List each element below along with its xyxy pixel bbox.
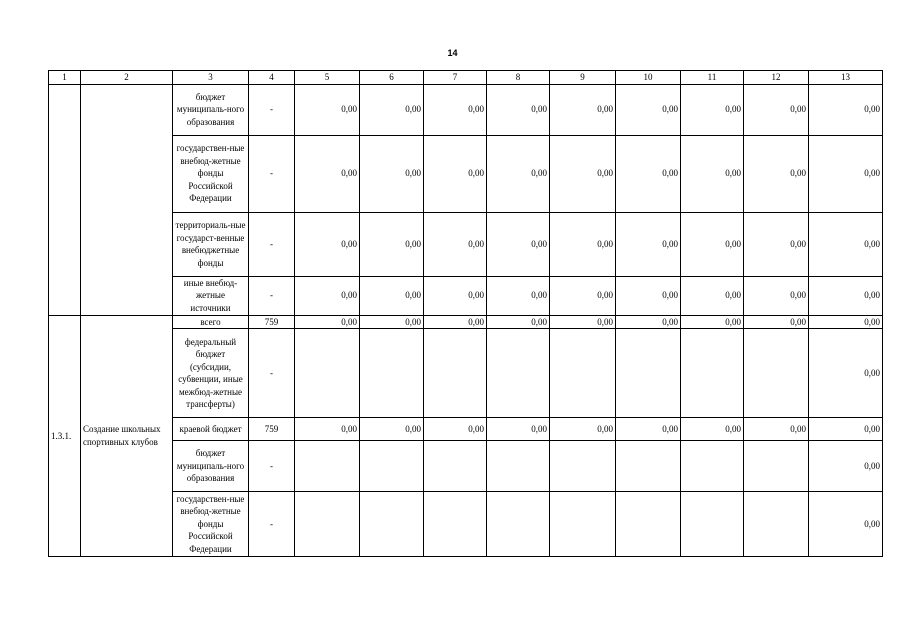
table-row	[49, 329, 883, 418]
value-cell	[616, 329, 681, 418]
funding-source-cell: территориаль-ные государст-венные внебюджетные фонды	[173, 212, 249, 276]
value-cell: 0,00	[487, 276, 550, 315]
value-cell: 0,00	[616, 315, 681, 329]
value-cell: 0,00	[744, 418, 809, 441]
value-cell	[424, 441, 487, 492]
value-cell	[295, 441, 360, 492]
value-cell: 0,00	[360, 276, 424, 315]
value-cell: 0,00	[809, 329, 883, 418]
value-cell	[360, 492, 424, 557]
value-cell: 0,00	[295, 84, 360, 135]
value-cell: 0,00	[360, 418, 424, 441]
name-cell	[81, 84, 173, 315]
code-cell: -	[249, 441, 295, 492]
value-cell: 0,00	[360, 84, 424, 135]
funding-source-cell: государствен-ные внебюд-жетные фонды Российской Федерации	[173, 135, 249, 212]
value-cell: 0,00	[550, 315, 616, 329]
funding-source-cell: всего	[173, 315, 249, 329]
value-cell	[487, 492, 550, 557]
value-cell: 0,00	[809, 84, 883, 135]
value-cell: 0,00	[550, 84, 616, 135]
value-cell: 0,00	[681, 212, 744, 276]
table-row	[49, 212, 883, 276]
column-header: 4	[249, 71, 295, 85]
code-cell: -	[249, 492, 295, 557]
column-header: 3	[173, 71, 249, 85]
column-header: 9	[550, 71, 616, 85]
value-cell	[295, 492, 360, 557]
value-cell	[616, 441, 681, 492]
table-row	[49, 315, 883, 329]
code-cell: 759	[249, 418, 295, 441]
funding-source-cell: иные внебюд-жетные источники	[173, 276, 249, 315]
value-cell: 0,00	[809, 418, 883, 441]
value-cell: 0,00	[360, 135, 424, 212]
measure-id: 1.3.1.	[49, 315, 81, 557]
value-cell: 0,00	[681, 418, 744, 441]
value-cell: 0,00	[681, 84, 744, 135]
code-cell: -	[249, 84, 295, 135]
value-cell: 0,00	[809, 135, 883, 212]
value-cell: 0,00	[550, 276, 616, 315]
value-cell	[550, 441, 616, 492]
value-cell: 0,00	[487, 315, 550, 329]
value-cell	[487, 441, 550, 492]
value-cell: 0,00	[360, 212, 424, 276]
value-cell: 0,00	[809, 492, 883, 557]
value-cell: 0,00	[487, 418, 550, 441]
value-cell: 0,00	[550, 418, 616, 441]
value-cell: 0,00	[487, 84, 550, 135]
column-header: 5	[295, 71, 360, 85]
value-cell: 0,00	[295, 276, 360, 315]
value-cell: 0,00	[809, 441, 883, 492]
measure-name: Создание школьных спортивных клубов	[81, 315, 173, 557]
value-cell	[360, 441, 424, 492]
value-cell: 0,00	[424, 135, 487, 212]
page-number: 14	[447, 48, 458, 58]
value-cell	[295, 329, 360, 418]
value-cell: 0,00	[424, 315, 487, 329]
value-cell	[487, 329, 550, 418]
value-cell: 0,00	[616, 276, 681, 315]
code-cell: -	[249, 135, 295, 212]
id-cell	[49, 84, 81, 315]
code-cell: 759	[249, 315, 295, 329]
value-cell	[681, 492, 744, 557]
column-header: 11	[681, 71, 744, 85]
value-cell: 0,00	[809, 212, 883, 276]
column-header: 10	[616, 71, 681, 85]
table-row	[49, 418, 883, 441]
table-row	[49, 492, 883, 557]
value-cell: 0,00	[809, 276, 883, 315]
column-header: 6	[360, 71, 424, 85]
table-row	[49, 135, 883, 212]
value-cell: 0,00	[809, 315, 883, 329]
value-cell	[681, 329, 744, 418]
value-cell	[744, 441, 809, 492]
funding-source-cell: бюджет муниципаль-ного образования	[173, 441, 249, 492]
value-cell	[744, 329, 809, 418]
value-cell: 0,00	[424, 212, 487, 276]
column-header: 1	[49, 71, 81, 85]
value-cell: 0,00	[424, 84, 487, 135]
code-cell: -	[249, 276, 295, 315]
budget-table	[48, 70, 883, 557]
column-header: 8	[487, 71, 550, 85]
funding-source-cell: бюджет муниципаль-ного образования	[173, 84, 249, 135]
column-header: 13	[809, 71, 883, 85]
value-cell: 0,00	[424, 418, 487, 441]
value-cell: 0,00	[487, 135, 550, 212]
value-cell	[424, 492, 487, 557]
value-cell: 0,00	[681, 135, 744, 212]
column-header: 12	[744, 71, 809, 85]
table-row	[49, 84, 883, 135]
funding-source-cell: федеральный бюджет (субсидии, субвенции, иные межбюд-жетные трансферты)	[173, 329, 249, 418]
value-cell: 0,00	[616, 84, 681, 135]
value-cell	[744, 492, 809, 557]
value-cell: 0,00	[295, 315, 360, 329]
value-cell: 0,00	[550, 212, 616, 276]
column-header: 2	[81, 71, 173, 85]
funding-source-cell: краевой бюджет	[173, 418, 249, 441]
value-cell: 0,00	[295, 418, 360, 441]
value-cell: 0,00	[744, 84, 809, 135]
value-cell	[360, 329, 424, 418]
value-cell: 0,00	[487, 212, 550, 276]
value-cell: 0,00	[744, 135, 809, 212]
value-cell	[424, 329, 487, 418]
value-cell	[616, 492, 681, 557]
value-cell: 0,00	[424, 276, 487, 315]
value-cell: 0,00	[616, 418, 681, 441]
value-cell: 0,00	[616, 135, 681, 212]
column-number-row	[49, 71, 883, 85]
table-row	[49, 276, 883, 315]
value-cell: 0,00	[744, 212, 809, 276]
value-cell	[681, 441, 744, 492]
value-cell: 0,00	[681, 276, 744, 315]
table-row	[49, 441, 883, 492]
value-cell	[550, 492, 616, 557]
value-cell: 0,00	[295, 212, 360, 276]
value-cell: 0,00	[295, 135, 360, 212]
funding-source-cell: государствен-ные внебюд-жетные фонды Российской Федерации	[173, 492, 249, 557]
code-cell: -	[249, 212, 295, 276]
column-header: 7	[424, 71, 487, 85]
value-cell: 0,00	[681, 315, 744, 329]
value-cell	[550, 329, 616, 418]
code-cell: -	[249, 329, 295, 418]
value-cell: 0,00	[550, 135, 616, 212]
value-cell: 0,00	[744, 315, 809, 329]
value-cell: 0,00	[360, 315, 424, 329]
value-cell: 0,00	[744, 276, 809, 315]
value-cell: 0,00	[616, 212, 681, 276]
